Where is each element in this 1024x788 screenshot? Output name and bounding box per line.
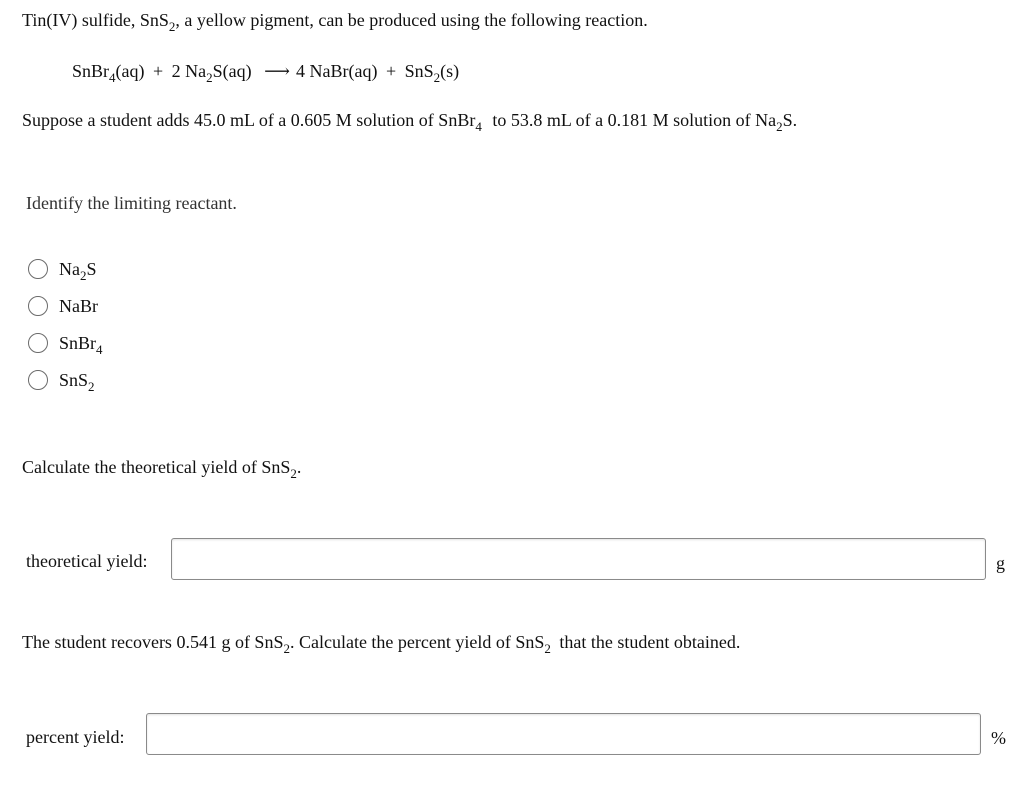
intro-part: , a yellow pigment, can be produced using the following reaction.: [175, 10, 648, 30]
subscript: 2: [283, 641, 290, 656]
subscript: 4: [109, 70, 116, 85]
limiting-prompt: Identify the limiting reactant.: [26, 193, 237, 213]
theoretical-prompt: [22, 456, 302, 481]
reactant-snbr4: SnBr: [72, 61, 110, 81]
subscript: 2: [776, 119, 783, 134]
unit-grams: g: [996, 553, 1005, 573]
recovery-text: [22, 631, 741, 656]
subscript: 2: [206, 70, 213, 85]
state: S(aq): [212, 61, 252, 81]
option-label: SnS$_2$: [59, 370, 95, 394]
option-sns2[interactable]: [28, 367, 95, 393]
reaction-equation: [72, 60, 460, 85]
percent-yield-input[interactable]: [146, 713, 981, 755]
scenario-part: S.: [782, 110, 798, 130]
state: (s): [440, 61, 460, 81]
radio-button[interactable]: [28, 296, 48, 316]
reactant-na2s: Na: [185, 61, 207, 81]
reaction-arrow-icon: ⟶: [264, 61, 290, 81]
radio-button[interactable]: [28, 333, 48, 353]
recovery-part: The student recovers 0.541 g of SnS: [22, 632, 284, 652]
intro-part: Tin(IV) sulfide, SnS: [22, 10, 169, 30]
option-nabr[interactable]: [28, 293, 98, 319]
subscript: 2: [544, 641, 551, 656]
plus-sign: +: [153, 61, 164, 81]
prompt-part: .: [296, 457, 302, 477]
option-na2s[interactable]: [28, 256, 97, 282]
option-label: SnBr$_4$: [59, 333, 103, 357]
plus-sign: +: [385, 61, 397, 81]
subscript: 4: [475, 119, 482, 134]
unit-percent: %: [991, 728, 1006, 748]
scenario-part: Suppose a student adds 45.0 mL of a 0.605 M solution of SnBr: [22, 110, 476, 130]
radio-button[interactable]: [28, 259, 48, 279]
theoretical-yield-label: theoretical yield:: [26, 551, 148, 571]
subscript: 2: [433, 70, 441, 85]
percent-yield-label: percent yield:: [26, 727, 125, 747]
state: (aq): [115, 61, 145, 81]
option-snbr4[interactable]: [28, 330, 103, 356]
product-nabr: 4 NaBr(aq): [295, 61, 378, 81]
recovery-part: that the student obtained.: [554, 632, 741, 652]
theoretical-yield-input[interactable]: [171, 538, 986, 580]
coefficient: 2: [171, 61, 181, 81]
prompt-part: Calculate the theoretical yield of SnS: [22, 457, 291, 477]
intro-subscript: 2: [168, 19, 176, 34]
intro-text: [22, 9, 648, 34]
recovery-part: . Calculate the percent yield of SnS: [289, 632, 545, 652]
subscript: 2: [290, 466, 297, 481]
radio-button[interactable]: [28, 370, 48, 390]
option-label: NaBr: [59, 296, 98, 316]
product-sns2: SnS: [404, 61, 434, 81]
scenario-text: [22, 109, 798, 134]
scenario-part: to 53.8 mL of a 0.181 M solution of Na: [487, 110, 777, 130]
option-label: $Na_2S$: [59, 259, 97, 283]
